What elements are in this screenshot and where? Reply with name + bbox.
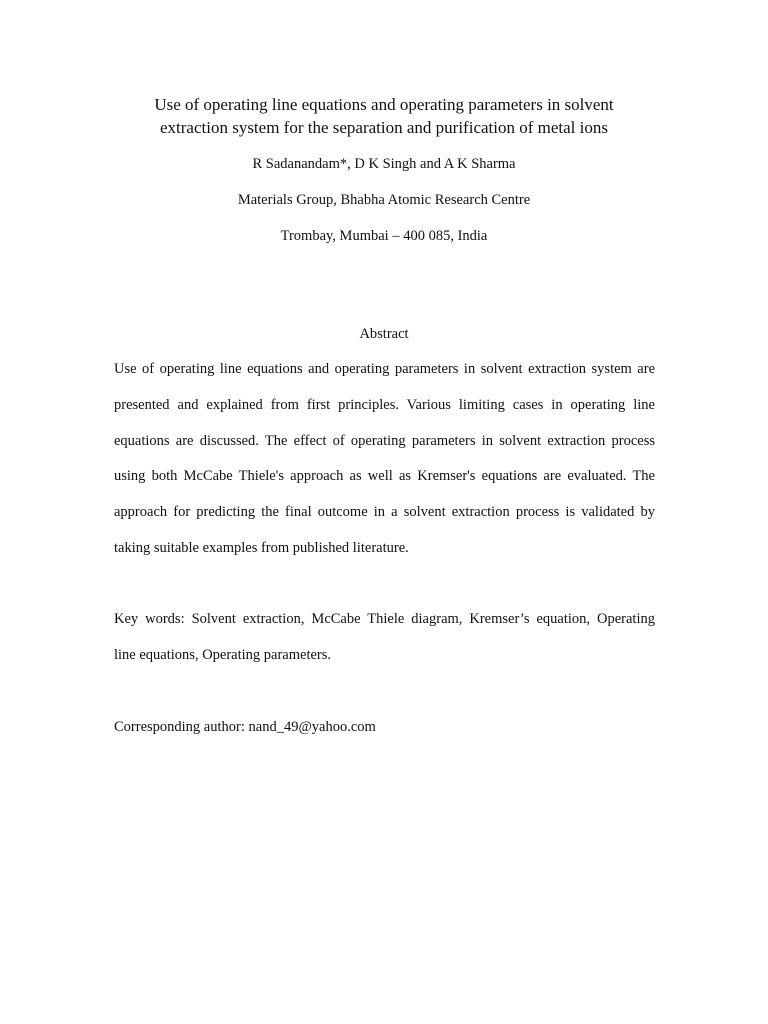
abstract-line: approach for predicting the final outcome in a solvent extraction process is validated by	[114, 504, 655, 521]
abstract-line: presented and explained from first principles. Various limiting cases in operating line	[114, 396, 655, 413]
author-list: R Sadanandam*, D K Singh and A K Sharma	[252, 156, 516, 172]
keywords-line: Key words: Solvent extraction, McCabe Thiele diagram, Kremser’s equation, Operating	[114, 611, 655, 627]
corresponding-author: Corresponding author: nand_49@yahoo.com	[114, 719, 376, 735]
abstract-heading: Abstract	[359, 326, 409, 342]
abstract-body	[114, 359, 655, 574]
abstract-line: Use of operating line equations and operating parameters in solvent extraction system are	[114, 361, 655, 377]
paper-title	[0, 93, 768, 139]
abstract-line: using both McCabe Thiele's approach as well as Kremser's equations are evaluated. The	[114, 468, 655, 485]
keywords-line: line equations, Operating parameters.	[114, 646, 332, 663]
title-line-2: extraction system for the separation and purification of metal ions	[159, 118, 608, 137]
abstract-line: equations are discussed. The effect of operating parameters in solvent extraction process	[114, 432, 655, 449]
title-line-1: Use of operating line equations and operating parameters in solvent	[154, 95, 614, 114]
affiliation: Materials Group, Bhabha Atomic Research Centre	[237, 192, 531, 208]
abstract-line: taking suitable examples from published literature.	[114, 539, 409, 556]
address: Trombay, Mumbai – 400 085, India	[280, 228, 488, 244]
keywords	[114, 609, 655, 681]
